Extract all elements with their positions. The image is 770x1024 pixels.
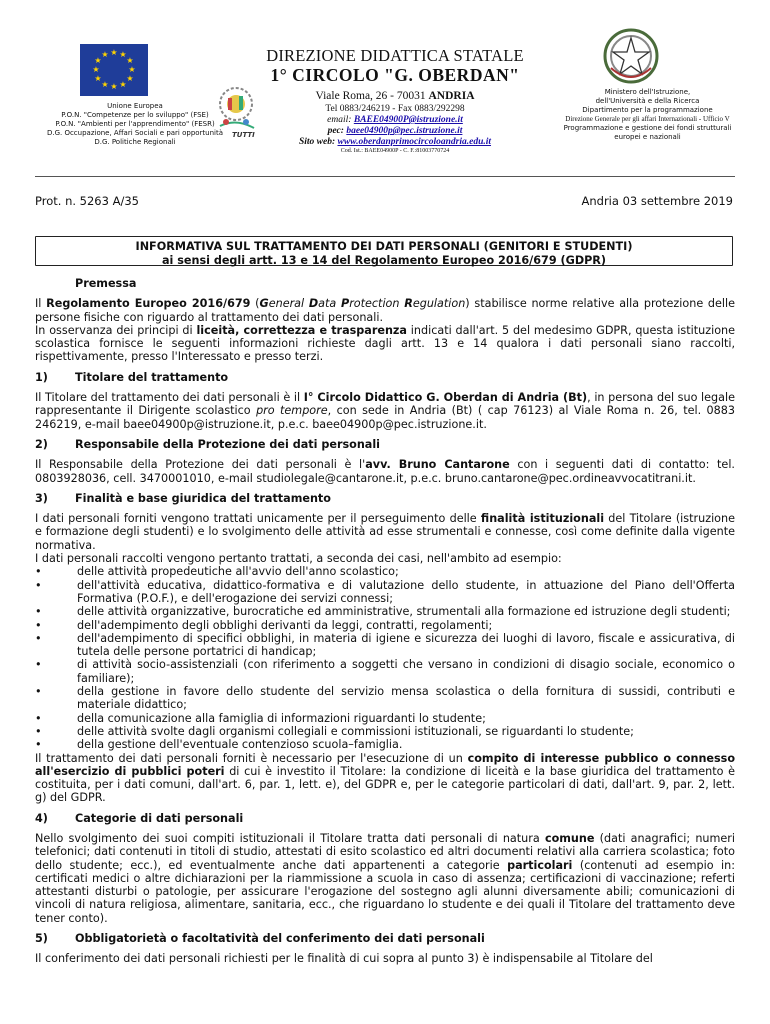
list-item: • delle attività svolte dagli organismi collegiali e commissioni istituzionali, se riguardanti lo studente; bbox=[35, 725, 735, 738]
list-item: • dell'attività educativa, didattico-formativa e di valutazione dello studente, in attuazione del Piano dell'Offerta Formativa (P.O.F.), e dell'erogazione dei servizi connessi; bbox=[35, 579, 735, 606]
svg-text:★: ★ bbox=[119, 80, 127, 89]
email-label: email: bbox=[327, 115, 354, 125]
list-item: • della comunicazione alla famiglia di informazioni riguardanti lo studente; bbox=[35, 712, 735, 725]
section-3-heading: 3) Finalità e base giuridica del trattamento bbox=[35, 491, 331, 505]
ministry-line: dell'Università e della Ricerca bbox=[595, 97, 700, 105]
eu-line: Unione Europea bbox=[107, 102, 163, 110]
section-3-paragraph-2: I dati personali raccolti vengono pertanto trattati, a seconda dei casi, nell'ambito ad esempio: bbox=[35, 552, 562, 566]
document-date: Andria 03 settembre 2019 bbox=[581, 194, 733, 208]
title-box-line1: INFORMATIVA SUL TRATTAMENTO DEI DATI PERSONALI (GENITORI E STUDENTI) bbox=[135, 240, 633, 253]
title-line2: 1° CIRCOLO "G. OBERDAN" bbox=[270, 65, 520, 85]
logo-caption: TUTTI bbox=[232, 131, 255, 139]
section-4-text: Nello svolgimento dei suoi compiti istituzionali il Titolare tratta dati personali di natura comune (dati anagrafici; numeri telefonici; dati contenuti in titoli di studio, attestati di esito scolastico ed altri documenti relativi alla carriera scolastica; foto dello studente; ecc.), ed eventualmente anche dati appartenenti a categorie particolari (contenuti ad esempio in: certificati medici o altre dichiarazioni per la riammissione a scuola in caso di assenza; certificazioni di vaccinazione; referti attestanti disturbi o patologie, per assicurare l'erogazione del sostegno agli alunni diversamente abili; comunicazioni di vincoli di natura religiosa, alimentare, sanitaria, ecc., che riguardano lo studente e dei quali il Titolare del trattamento deve tener conto). bbox=[35, 831, 736, 925]
tel-fax: Tel 0883/246219 - Fax 0883/292298 bbox=[325, 104, 465, 114]
protocol-number: Prot. n. 5263 A/35 bbox=[35, 194, 139, 208]
svg-text:★: ★ bbox=[110, 48, 118, 57]
republic-emblem bbox=[603, 28, 659, 84]
document-title-box bbox=[35, 236, 733, 266]
italian-emblem-icon bbox=[603, 28, 659, 84]
school-heading bbox=[250, 46, 540, 154]
ministry-line: Direzione Generale per gli affari Internazionali - Ufficio V bbox=[565, 115, 730, 123]
eu-line: D.G. Politiche Regionali bbox=[94, 138, 176, 146]
eu-line: P.O.N. "Ambienti per l'apprendimento" (FESR) bbox=[55, 120, 215, 128]
svg-text:★: ★ bbox=[94, 56, 102, 65]
address-city: ANDRIA bbox=[428, 90, 475, 102]
title-line1: DIREZIONE DIDATTICA STATALE bbox=[266, 46, 524, 65]
section-2-heading: 2) Responsabile della Protezione dei dati personali bbox=[35, 437, 381, 451]
list-item: • di attività socio-assistenziali (con riferimento a soggetti che versano in condizioni di disagio sociale, economico o familiare); bbox=[35, 658, 735, 685]
list-item: • dell'adempimento degli obblighi derivanti da leggi, contratti, regolamenti; bbox=[35, 619, 735, 632]
svg-text:★: ★ bbox=[101, 80, 109, 89]
section-3-paragraph-3: Il trattamento dei dati personali forniti è necessario per l'esecuzione di un compito di interesse pubblico o connesso all'esercizio di pubblici poteri di cui è investito il Titolare: la condizione di liceità e la base giuridica del trattamento è costituita, per i dati comuni, dall'art. 6, par. 1, lett. e), del GDPR e, per le categorie particolari di dati, dall'art. 9, par. 2, lett. g) del GDPR. bbox=[35, 751, 736, 805]
header-divider bbox=[35, 176, 735, 177]
eu-programme-info bbox=[30, 102, 240, 147]
svg-text:★: ★ bbox=[126, 74, 134, 83]
eu-line: D.G. Occupazione, Affari Sociali e pari opportunità bbox=[46, 129, 224, 137]
email-link[interactable]: BAEE04900P@istruzione.it bbox=[353, 115, 463, 125]
section-3-list bbox=[35, 565, 735, 751]
svg-text:★: ★ bbox=[110, 82, 118, 91]
svg-text:★: ★ bbox=[94, 74, 102, 83]
eu-flag bbox=[80, 44, 148, 96]
premessa-heading: Premessa bbox=[75, 277, 137, 290]
list-item: • delle attività propedeutiche all'avvio dell'anno scolastico; bbox=[35, 565, 735, 578]
svg-text:★: ★ bbox=[92, 65, 100, 74]
section-5-text: Il conferimento dei dati personali richiesti per le finalità di cui sopra al punto 3) è indispensabile al Titolare del bbox=[35, 952, 653, 966]
section-1-text: Il Titolare del trattamento dei dati personali è il I° Circolo Didattico G. Oberdan di Andria (Bt), in persona del suo legale rappresentante il Dirigente scolastico pro tempore, con sede in Andria (Bt) ( cap 76123) al Viale Roma n. 26, tel. 0883 246219, e-mail baee04900p@istruzione.it, p.e.c. baee04900p@pec.istruzione.it. bbox=[35, 391, 736, 431]
ministry-line: Dipartimento per la programmazione bbox=[582, 106, 713, 114]
title-box-line2: ai sensi degli artt. 13 e 14 del Regolamento Europeo 2016/679 (GDPR) bbox=[161, 254, 607, 267]
eu-line: P.O.N. "Competenze per lo sviluppo" (FSE) bbox=[61, 111, 209, 119]
list-item: • della gestione dell'eventuale contenzioso scuola–famiglia. bbox=[35, 738, 735, 751]
eu-flag-icon bbox=[80, 44, 148, 96]
school-address bbox=[250, 90, 540, 102]
pec-label: pec: bbox=[327, 126, 347, 136]
list-item: • dell'adempimento di specifici obblighi, in materia di igiene e sicurezza dei luoghi di lavoro, fiscale e assicurativa, di tutela delle persone portatrici di handicap; bbox=[35, 632, 735, 659]
svg-text:★: ★ bbox=[128, 65, 136, 74]
school-codes: Cod. Ist.: BAEE04900P - C. F.:81003770724 bbox=[340, 148, 450, 154]
pec-line bbox=[250, 126, 540, 137]
section-3-paragraph-1: I dati personali forniti vengono trattati unicamente per il perseguimento delle finalità istituzionali del Titolare (istruzione e formazione degli studenti) e lo svolgimento delle attività ad esse strumentali e connesse, così come definite dalla vigente normativa. bbox=[35, 512, 735, 552]
email-line bbox=[250, 115, 540, 126]
address-text: Viale Roma, 26 - 70031 bbox=[315, 90, 429, 102]
pec-link[interactable]: baee04900p@pec.istruzione.it bbox=[346, 126, 463, 136]
premessa-paragraph-1: Il Regolamento Europeo 2016/679 (General Data Protection Regulation) stabilisce norme relative alla protezione delle persone fisiche con riguardo al trattamento dei dati personali. bbox=[35, 297, 736, 324]
section-4-heading: 4) Categorie di dati personali bbox=[35, 811, 244, 825]
ministry-line: Ministero dell'Istruzione, bbox=[604, 88, 691, 96]
website-label: Sito web: bbox=[298, 137, 338, 147]
ministry-line: Programmazione e gestione dei fondi strutturali bbox=[563, 124, 732, 132]
list-item: • della gestione in favore dello studente del servizio mensa scolastica o della fornitura di sussidi, contributi e materiale didattico; bbox=[35, 685, 735, 712]
svg-text:★: ★ bbox=[119, 50, 127, 59]
section-1-heading: 1) Titolare del trattamento bbox=[35, 370, 229, 384]
svg-text:★: ★ bbox=[101, 50, 109, 59]
ministry-info bbox=[535, 88, 760, 142]
section-5-heading: 5) Obbligatorietà o facoltatività del conferimento dei dati personali bbox=[35, 932, 485, 946]
list-item: • delle attività organizzative, burocratiche ed amministrative, strumentali alla formazione ed istruzione degli studenti; bbox=[35, 605, 735, 618]
document-body bbox=[35, 277, 735, 966]
website-line bbox=[250, 137, 540, 148]
website-link[interactable]: www.oberdanprimocircoloandria.edu.it bbox=[337, 137, 492, 147]
premessa-paragraph-2: In osservanza dei principi di liceità, correttezza e trasparenza indicati dall'art. 5 del medesimo GDPR, questa istituzione scolastica fornisce le seguenti informazioni richieste dagli artt. 13 e 14 qualora i dati personali siano raccolti, rispettivamente, presso l'Interessato e presso terzi. bbox=[35, 323, 736, 364]
ministry-line: europei e nazionali bbox=[614, 133, 681, 141]
section-2-text: Il Responsabile della Protezione dei dati personali è l'avv. Bruno Cantarone con i seguenti dati di contatto: tel. 0803928036, cell. 3470001010, e-mail studiolegale@cantarone.it, p.e.c. bruno.cantarone@pec.ordineavvocatitrani.it. bbox=[35, 458, 735, 485]
svg-text:★: ★ bbox=[126, 56, 134, 65]
